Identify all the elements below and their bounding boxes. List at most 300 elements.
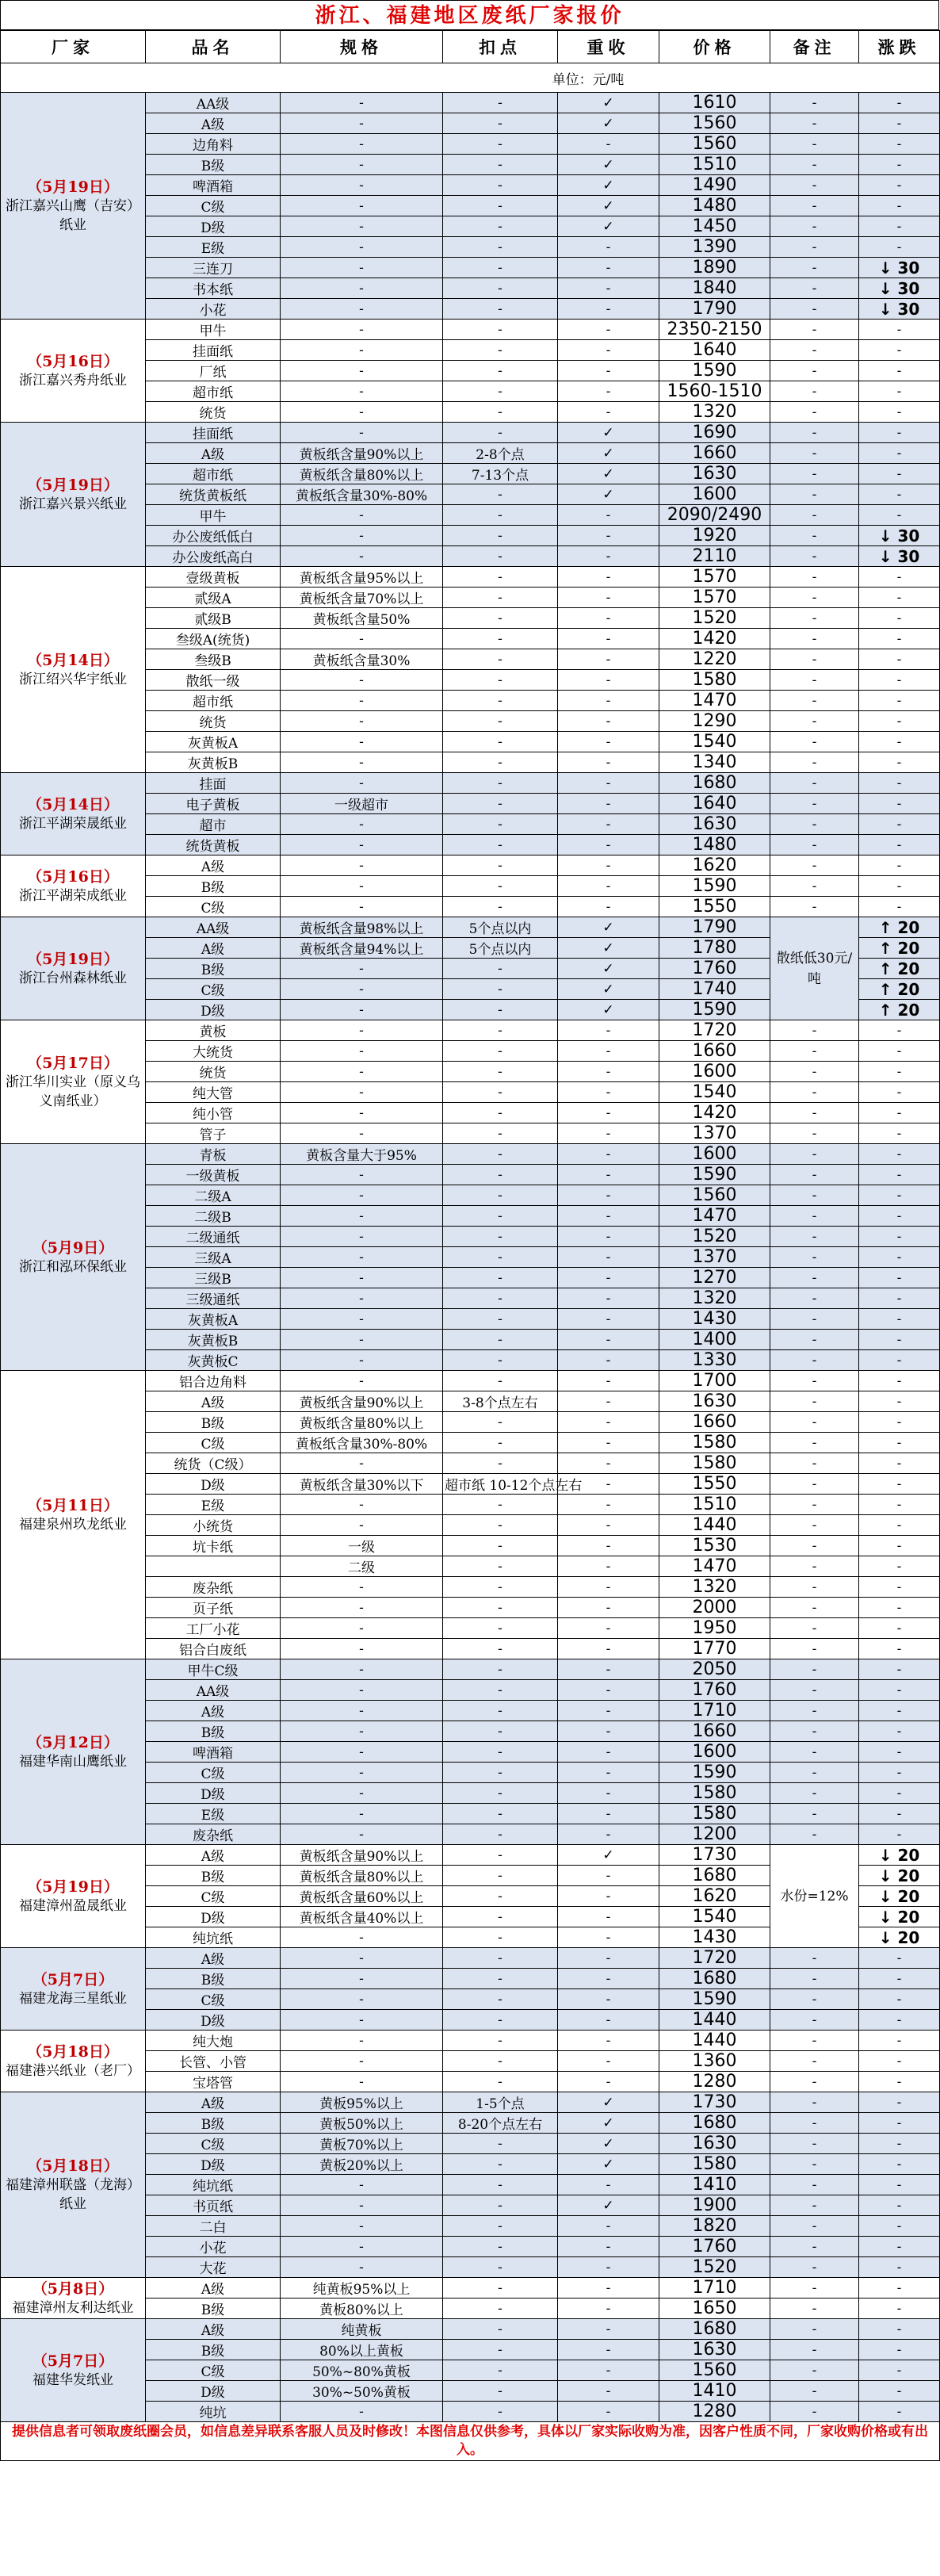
- deduction-cell: -: [443, 835, 558, 855]
- product-name-cell: B级: [146, 1866, 281, 1886]
- note-cell: 散纸低30元/吨: [770, 917, 859, 1020]
- note-cell: -: [770, 773, 859, 794]
- weight-collect-cell: -: [558, 752, 659, 773]
- product-name-cell: 灰黄板C: [146, 1350, 281, 1371]
- weight-collect-cell: -: [558, 1412, 659, 1433]
- product-name-cell: D级: [146, 1783, 281, 1804]
- price-cell: 1470: [659, 691, 770, 711]
- change-cell: -: [859, 649, 940, 670]
- price-cell: 1320: [659, 1288, 770, 1309]
- deduction-cell: -: [443, 897, 558, 917]
- change-cell: -: [859, 2298, 940, 2319]
- weight-collect-cell: -: [558, 299, 659, 320]
- deduction-cell: -: [443, 2195, 558, 2216]
- factory-date: （5月16日）: [27, 352, 119, 370]
- factory-cell: [1, 1371, 146, 1659]
- spec-cell: 纯黄板95%以上: [281, 2278, 443, 2298]
- footer-note: 提供信息者可领取废纸圈会员，如信息差异联系客服人员及时修改！本图信息仅供参考，具体以厂家实际收购为准，因客户性质不同，厂家收购价格或有出入。: [1, 2422, 940, 2461]
- price-cell: 1820: [659, 2216, 770, 2237]
- deduction-cell: -: [443, 1948, 558, 1969]
- change-cell: -: [859, 1144, 940, 1165]
- spec-cell: -: [281, 1783, 443, 1804]
- spec-cell: -: [281, 2402, 443, 2422]
- product-name-cell: 二白: [146, 2216, 281, 2237]
- change-cell: ↓ 20: [859, 1866, 940, 1886]
- change-cell: -: [859, 381, 940, 402]
- change-cell: -: [859, 1123, 940, 1144]
- deduction-cell: -: [443, 1412, 558, 1433]
- note-cell: -: [770, 670, 859, 691]
- table-row: [1, 1020, 940, 1041]
- note-cell: -: [770, 1701, 859, 1721]
- deduction-cell: -: [443, 134, 558, 155]
- product-name-cell: 统货: [146, 1062, 281, 1082]
- change-cell: -: [859, 2319, 940, 2340]
- price-cell: 1760: [659, 959, 770, 979]
- spec-cell: -: [281, 1577, 443, 1598]
- note-cell: -: [770, 1969, 859, 1989]
- price-cell: 2110: [659, 546, 770, 567]
- factory-name: 浙江绍兴华宇纸业: [19, 671, 127, 687]
- price-cell: 1890: [659, 258, 770, 278]
- price-cell: 1550: [659, 897, 770, 917]
- factory-name: 浙江平湖荣晟纸业: [19, 815, 127, 832]
- weight-collect-cell: -: [558, 1680, 659, 1701]
- note-cell: -: [770, 1618, 859, 1639]
- weight-collect-cell: ✓: [558, 959, 659, 979]
- weight-collect-cell: -: [558, 134, 659, 155]
- price-cell: 1660: [659, 1041, 770, 1062]
- change-cell: -: [859, 2278, 940, 2298]
- change-cell: -: [859, 1206, 940, 1227]
- deduction-cell: -: [443, 670, 558, 691]
- deduction-cell: -: [443, 258, 558, 278]
- weight-collect-cell: -: [558, 402, 659, 423]
- change-cell: -: [859, 175, 940, 196]
- change-cell: -: [859, 2216, 940, 2237]
- spec-cell: -: [281, 93, 443, 113]
- deduction-cell: -: [443, 1330, 558, 1350]
- weight-collect-cell: -: [558, 608, 659, 629]
- price-cell: 1920: [659, 526, 770, 546]
- spec-cell: -: [281, 1350, 443, 1371]
- product-name-cell: 超市纸: [146, 691, 281, 711]
- note-cell: -: [770, 1598, 859, 1618]
- note-cell: -: [770, 1165, 859, 1185]
- weight-collect-cell: -: [558, 505, 659, 526]
- table-row: [1, 1845, 940, 1866]
- factory-cell: [1, 2031, 146, 2092]
- price-cell: 1590: [659, 1763, 770, 1783]
- weight-collect-cell: ✓: [558, 175, 659, 196]
- change-cell: ↓ 30: [859, 526, 940, 546]
- note-cell: -: [770, 752, 859, 773]
- spec-cell: -: [281, 1927, 443, 1948]
- weight-collect-cell: -: [558, 1206, 659, 1227]
- weight-collect-cell: -: [558, 2319, 659, 2340]
- spec-cell: -: [281, 278, 443, 299]
- note-cell: -: [770, 1247, 859, 1268]
- spec-cell: 黄板20%以上: [281, 2154, 443, 2175]
- change-cell: -: [859, 1763, 940, 1783]
- product-name-cell: A级: [146, 938, 281, 959]
- note-cell: -: [770, 1577, 859, 1598]
- deduction-cell: -: [443, 1659, 558, 1680]
- product-name-cell: 挂面: [146, 773, 281, 794]
- header-row: [1, 31, 940, 63]
- deduction-cell: -: [443, 588, 558, 608]
- spec-cell: -: [281, 1330, 443, 1350]
- price-cell: 1390: [659, 237, 770, 258]
- factory-date: （5月7日）: [32, 1970, 114, 1988]
- spec-cell: 黄板纸含量30%-80%: [281, 484, 443, 505]
- price-cell: 1560: [659, 134, 770, 155]
- price-cell: 1660: [659, 1721, 770, 1742]
- price-cell: 1400: [659, 1330, 770, 1350]
- product-name-cell: 贰级A: [146, 588, 281, 608]
- change-cell: -: [859, 794, 940, 814]
- price-cell: 1430: [659, 1309, 770, 1330]
- spec-cell: -: [281, 2072, 443, 2092]
- deduction-cell: -: [443, 1536, 558, 1556]
- note-cell: -: [770, 1288, 859, 1309]
- weight-collect-cell: ✓: [558, 979, 659, 1000]
- deduction-cell: -: [443, 1082, 558, 1103]
- spec-cell: 黄板纸含量50%: [281, 608, 443, 629]
- weight-collect-cell: -: [558, 546, 659, 567]
- product-name-cell: 超市纸: [146, 381, 281, 402]
- weight-collect-cell: ✓: [558, 216, 659, 237]
- price-cell: 2090/2490: [659, 505, 770, 526]
- change-cell: -: [859, 484, 940, 505]
- deduction-cell: 7-13个点: [443, 464, 558, 484]
- weight-collect-cell: -: [558, 1144, 659, 1165]
- note-cell: -: [770, 1123, 859, 1144]
- change-cell: ↓ 30: [859, 258, 940, 278]
- deduction-cell: -: [443, 1309, 558, 1330]
- product-name-cell: 纯大炮: [146, 2031, 281, 2051]
- note-cell: -: [770, 794, 859, 814]
- change-cell: ↓ 30: [859, 278, 940, 299]
- table-row: [1, 2031, 940, 2051]
- weight-collect-cell: -: [558, 1866, 659, 1886]
- deduction-cell: -: [443, 1742, 558, 1763]
- change-cell: -: [859, 1598, 940, 1618]
- price-cell: 2000: [659, 1598, 770, 1618]
- factory-name: 浙江嘉兴山鹰（吉安）纸业: [6, 197, 140, 233]
- spec-cell: -: [281, 1598, 443, 1618]
- price-cell: 1600: [659, 1062, 770, 1082]
- weight-collect-cell: -: [558, 1515, 659, 1536]
- spec-cell: 黄板纸含量90%以上: [281, 1845, 443, 1866]
- spec-cell: -: [281, 1639, 443, 1659]
- note-cell: -: [770, 113, 859, 134]
- product-name-cell: 页子纸: [146, 1598, 281, 1618]
- deduction-cell: 超市纸 10-12个点左右: [443, 1474, 558, 1495]
- product-name-cell: 管子: [146, 1123, 281, 1144]
- product-name-cell: 叁级A(统货): [146, 629, 281, 649]
- deduction-cell: -: [443, 484, 558, 505]
- factory-date: （5月14日）: [27, 651, 119, 669]
- note-cell: -: [770, 691, 859, 711]
- note-cell: -: [770, 588, 859, 608]
- product-name-cell: 甲牛: [146, 320, 281, 340]
- product-name-cell: A级: [146, 113, 281, 134]
- table-row: [1, 93, 940, 113]
- factory-cell: [1, 1948, 146, 2031]
- spec-cell: 黄板95%以上: [281, 2092, 443, 2113]
- weight-collect-cell: -: [558, 2175, 659, 2195]
- product-name-cell: D级: [146, 1907, 281, 1927]
- note-cell: -: [770, 443, 859, 464]
- factory-name: 福建港兴纸业（老厂）: [6, 2062, 140, 2079]
- deduction-cell: -: [443, 2360, 558, 2381]
- deduction-cell: -: [443, 2402, 558, 2422]
- note-cell: -: [770, 155, 859, 175]
- deduction-cell: -: [443, 1763, 558, 1783]
- spec-cell: 黄板纸含量90%以上: [281, 443, 443, 464]
- product-name-cell: 灰黄板B: [146, 752, 281, 773]
- note-cell: -: [770, 1062, 859, 1082]
- change-cell: -: [859, 1041, 940, 1062]
- change-cell: -: [859, 2195, 940, 2216]
- price-cell: 1630: [659, 1391, 770, 1412]
- weight-collect-cell: -: [558, 1927, 659, 1948]
- deduction-cell: -: [443, 2175, 558, 2195]
- change-cell: -: [859, 464, 940, 484]
- change-cell: ↑ 20: [859, 917, 940, 938]
- deduction-cell: -: [443, 2278, 558, 2298]
- change-cell: -: [859, 1371, 940, 1391]
- weight-collect-cell: ✓: [558, 2092, 659, 2113]
- change-cell: -: [859, 732, 940, 752]
- note-cell: -: [770, 1639, 859, 1659]
- spec-cell: -: [281, 1103, 443, 1123]
- spec-cell: -: [281, 691, 443, 711]
- spec-cell: -: [281, 1062, 443, 1082]
- header-deduction: 扣点: [443, 31, 558, 63]
- note-cell: -: [770, 2072, 859, 2092]
- table-row: [1, 423, 940, 443]
- price-cell: 1280: [659, 2072, 770, 2092]
- note-cell: -: [770, 1185, 859, 1206]
- deduction-cell: -: [443, 1453, 558, 1474]
- note-cell: -: [770, 2113, 859, 2134]
- product-name-cell: 厂纸: [146, 361, 281, 381]
- weight-collect-cell: -: [558, 1659, 659, 1680]
- note-cell: -: [770, 897, 859, 917]
- change-cell: -: [859, 1495, 940, 1515]
- note-cell: -: [770, 1783, 859, 1804]
- weight-collect-cell: -: [558, 1577, 659, 1598]
- weight-collect-cell: ✓: [558, 196, 659, 216]
- price-cell: 1540: [659, 1082, 770, 1103]
- change-cell: -: [859, 2360, 940, 2381]
- price-cell: 1280: [659, 2402, 770, 2422]
- note-cell: -: [770, 258, 859, 278]
- price-cell: 1580: [659, 1783, 770, 1804]
- spec-cell: -: [281, 959, 443, 979]
- product-name-cell: D级: [146, 216, 281, 237]
- spec-cell: -: [281, 1247, 443, 1268]
- unit-label: 单位：元/吨: [1, 63, 940, 93]
- price-cell: 1270: [659, 1268, 770, 1288]
- price-cell: 1590: [659, 876, 770, 897]
- spec-cell: 黄板70%以上: [281, 2134, 443, 2154]
- deduction-cell: -: [443, 402, 558, 423]
- weight-collect-cell: ✓: [558, 2154, 659, 2175]
- change-cell: -: [859, 2402, 940, 2422]
- weight-collect-cell: -: [558, 629, 659, 649]
- note-cell: -: [770, 1742, 859, 1763]
- deduction-cell: -: [443, 526, 558, 546]
- deduction-cell: -: [443, 1123, 558, 1144]
- spec-cell: -: [281, 1082, 443, 1103]
- deduction-cell: -: [443, 794, 558, 814]
- spec-cell: 一级: [281, 1536, 443, 1556]
- deduction-cell: -: [443, 1907, 558, 1927]
- weight-collect-cell: -: [558, 1062, 659, 1082]
- weight-collect-cell: -: [558, 649, 659, 670]
- note-cell: -: [770, 402, 859, 423]
- product-name-cell: 大花: [146, 2257, 281, 2278]
- price-cell: 1520: [659, 1227, 770, 1247]
- price-cell: 1410: [659, 2381, 770, 2402]
- price-cell: 1440: [659, 1515, 770, 1536]
- price-cell: 1680: [659, 1969, 770, 1989]
- price-cell: 1490: [659, 175, 770, 196]
- price-cell: 1510: [659, 1495, 770, 1515]
- change-cell: -: [859, 1515, 940, 1536]
- price-cell: 1420: [659, 629, 770, 649]
- product-name-cell: C级: [146, 196, 281, 216]
- deduction-cell: -: [443, 1000, 558, 1020]
- deduction-cell: -: [443, 1185, 558, 1206]
- spec-cell: -: [281, 340, 443, 361]
- spec-cell: -: [281, 2175, 443, 2195]
- price-cell: 1760: [659, 2237, 770, 2257]
- note-cell: -: [770, 1103, 859, 1123]
- note-cell: -: [770, 2298, 859, 2319]
- product-name-cell: 挂面纸: [146, 340, 281, 361]
- weight-collect-cell: -: [558, 835, 659, 855]
- change-cell: ↑ 20: [859, 1000, 940, 1020]
- note-cell: -: [770, 2402, 859, 2422]
- spec-cell: 黄板纸含量60%以上: [281, 1886, 443, 1907]
- weight-collect-cell: -: [558, 1639, 659, 1659]
- factory-name: 浙江平湖荣成纸业: [19, 887, 127, 904]
- price-cell: 1950: [659, 1618, 770, 1639]
- price-cell: 1690: [659, 423, 770, 443]
- price-cell: 1560: [659, 1185, 770, 1206]
- product-name-cell: 铝合边角料: [146, 1371, 281, 1391]
- deduction-cell: -: [443, 2010, 558, 2031]
- note-cell: -: [770, 1680, 859, 1701]
- spec-cell: -: [281, 1453, 443, 1474]
- note-cell: -: [770, 2319, 859, 2340]
- factory-cell: [1, 93, 146, 320]
- product-name-cell: D级: [146, 2381, 281, 2402]
- price-cell: 2050: [659, 1659, 770, 1680]
- change-cell: -: [859, 1948, 940, 1969]
- spec-cell: -: [281, 1020, 443, 1041]
- product-name-cell: 统货: [146, 402, 281, 423]
- note-cell: -: [770, 1371, 859, 1391]
- factory-date: （5月14日）: [27, 795, 119, 813]
- spec-cell: -: [281, 2237, 443, 2257]
- change-cell: -: [859, 711, 940, 732]
- product-name-cell: C级: [146, 1886, 281, 1907]
- change-cell: -: [859, 196, 940, 216]
- price-cell: 1650: [659, 2298, 770, 2319]
- factory-date: （5月19日）: [27, 178, 119, 196]
- spec-cell: -: [281, 835, 443, 855]
- deduction-cell: -: [443, 1639, 558, 1659]
- change-cell: -: [859, 2031, 940, 2051]
- product-name-cell: 统货黄板纸: [146, 484, 281, 505]
- spec-cell: 黄板纸含量30%以下: [281, 1474, 443, 1495]
- product-name-cell: C级: [146, 2134, 281, 2154]
- product-name-cell: 黄板: [146, 1020, 281, 1041]
- weight-collect-cell: -: [558, 2237, 659, 2257]
- spec-cell: -: [281, 1371, 443, 1391]
- factory-cell: [1, 567, 146, 773]
- spec-cell: -: [281, 113, 443, 134]
- product-name-cell: AA级: [146, 1680, 281, 1701]
- spec-cell: -: [281, 1824, 443, 1845]
- price-cell: 1480: [659, 196, 770, 216]
- table-row: [1, 2319, 940, 2340]
- deduction-cell: -: [443, 1371, 558, 1391]
- product-name-cell: 长管、小管: [146, 2051, 281, 2072]
- factory-name: 浙江华川实业（原义乌义南纸业）: [6, 1074, 140, 1109]
- change-cell: -: [859, 402, 940, 423]
- product-name-cell: 啤酒箱: [146, 1742, 281, 1763]
- change-cell: -: [859, 1165, 940, 1185]
- header-change: 涨跌: [859, 31, 940, 63]
- spec-cell: -: [281, 1185, 443, 1206]
- price-cell: 1590: [659, 1165, 770, 1185]
- product-name-cell: A级: [146, 2319, 281, 2340]
- change-cell: -: [859, 1701, 940, 1721]
- factory-cell: [1, 1845, 146, 1948]
- note-cell: -: [770, 2031, 859, 2051]
- change-cell: -: [859, 1391, 940, 1412]
- product-name-cell: 叁级B: [146, 649, 281, 670]
- weight-collect-cell: -: [558, 2031, 659, 2051]
- weight-collect-cell: -: [558, 2051, 659, 2072]
- deduction-cell: -: [443, 2072, 558, 2092]
- change-cell: ↓ 20: [859, 1845, 940, 1866]
- product-name-cell: 书页纸: [146, 2195, 281, 2216]
- spec-cell: -: [281, 196, 443, 216]
- price-cell: 1600: [659, 1742, 770, 1763]
- deduction-cell: -: [443, 1041, 558, 1062]
- price-cell: 1840: [659, 278, 770, 299]
- price-cell: 1640: [659, 340, 770, 361]
- factory-name: 浙江嘉兴秀舟纸业: [19, 372, 127, 389]
- spec-cell: -: [281, 1804, 443, 1824]
- weight-collect-cell: ✓: [558, 443, 659, 464]
- factory-date: （5月7日）: [32, 2352, 114, 2370]
- weight-collect-cell: ✓: [558, 2134, 659, 2154]
- note-cell: -: [770, 2134, 859, 2154]
- deduction-cell: 5个点以内: [443, 917, 558, 938]
- spec-cell: -: [281, 175, 443, 196]
- note-cell: -: [770, 299, 859, 320]
- price-cell: 1320: [659, 402, 770, 423]
- spec-cell: -: [281, 629, 443, 649]
